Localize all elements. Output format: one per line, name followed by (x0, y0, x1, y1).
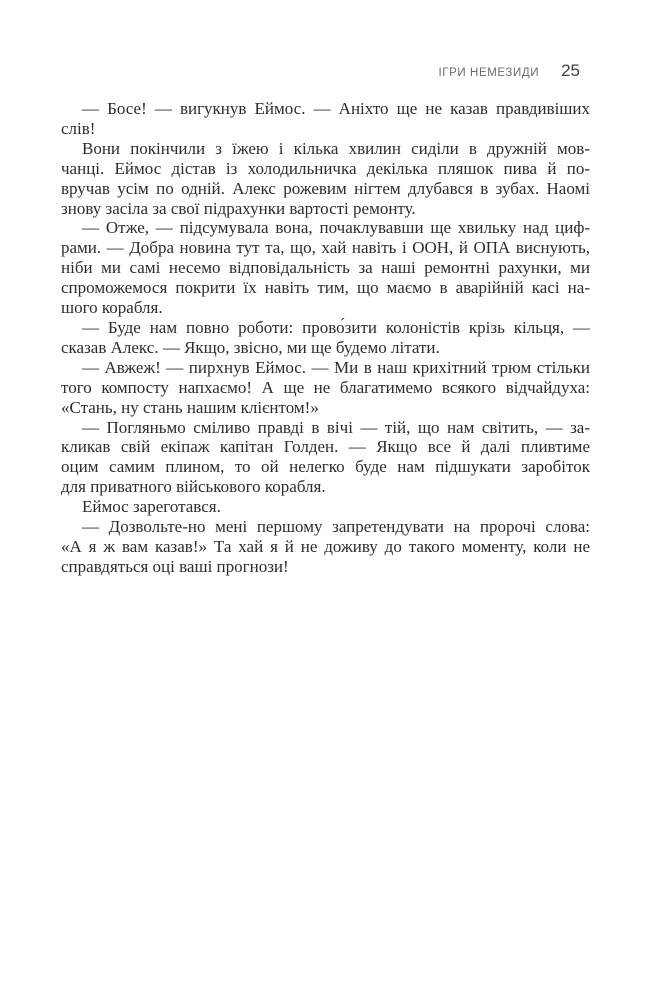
paragraph (61, 358, 590, 418)
text-line: — Авжеж! — пирхнув Еймос. — Ми в наш крихітний трюм стільки (82, 357, 590, 377)
text-line: — Буде нам повно роботи: прово́зити колоністів крізь кільця, — (82, 317, 590, 337)
text-line: того компосту напхаємо! А ще не благатимемо всякого відчайдуха: (61, 377, 590, 397)
text-body (61, 99, 590, 577)
text-line: чанці. Еймос дістав із холодильничка декілька пляшок пива й по- (61, 158, 590, 178)
text-line: шого корабля. (61, 298, 163, 318)
text-line: Вони покінчили з їжею і кілька хвилин сиділи в дружній мов- (82, 138, 590, 158)
text-line: справдяться оці ваші прогнози! (61, 556, 289, 576)
paragraph (61, 218, 590, 318)
text-line: сказав Алекс. — Якщо, звісно, ми ще будемо літати. (61, 337, 440, 357)
paragraph (61, 517, 590, 577)
text-line: для приватного військового корабля. (61, 477, 326, 497)
paragraph (61, 497, 590, 517)
text-line: «Стань, ну стань нашим клієнтом!» (61, 397, 319, 417)
text-line: — Отже, — підсумувала вона, почаклувавши ще хвильку над циф- (82, 218, 590, 238)
text-line: — Босе! — вигукнув Еймос. — Аніхто ще не казав правдивіших (82, 99, 590, 118)
text-line: ніби ми самі несемо відповідальність за наші ремонтні рахунки, ми (61, 258, 590, 278)
text-line: знову засіла за свої підрахунки вартості ремонту. (61, 198, 416, 218)
paragraph (61, 99, 590, 139)
text-line: спроможемося покрити їх навіть тим, що маємо в аварійній касі на- (61, 278, 590, 298)
text-line: оцим самим плином, то ой нелегко буде нам підшукати заробіток (61, 457, 590, 477)
paragraph (61, 318, 590, 358)
text-line: — Погляньмо сміливо правді в вічі — тій, що нам світить, — за- (82, 417, 590, 437)
running-header (61, 61, 590, 81)
text-line: «А я ж вам казав!» Та хай я й не доживу до такого моменту, коли не (61, 536, 590, 556)
paragraph (61, 418, 590, 498)
text-line: слів! (61, 118, 96, 138)
text-line: кликав свій екіпаж капітан Голден. — Якщо все й далі пливтиме (61, 437, 590, 457)
text-line: — Дозвольте-но мені першому запретендувати на пророчі слова: (82, 517, 590, 537)
text-line: вручав усім по одній. Алекс рожевим нігтем длубався в зубах. Наомі (61, 178, 590, 198)
paragraph (61, 139, 590, 219)
page-number: 25 (561, 61, 580, 80)
text-line: рами. — Добра новина тут та, що, хай навіть і ООН, й ОПА виснують, (61, 238, 590, 258)
text-line: Еймос зареготався. (82, 497, 221, 517)
running-title: ІГРИ НЕМЕЗИДИ (438, 67, 540, 79)
